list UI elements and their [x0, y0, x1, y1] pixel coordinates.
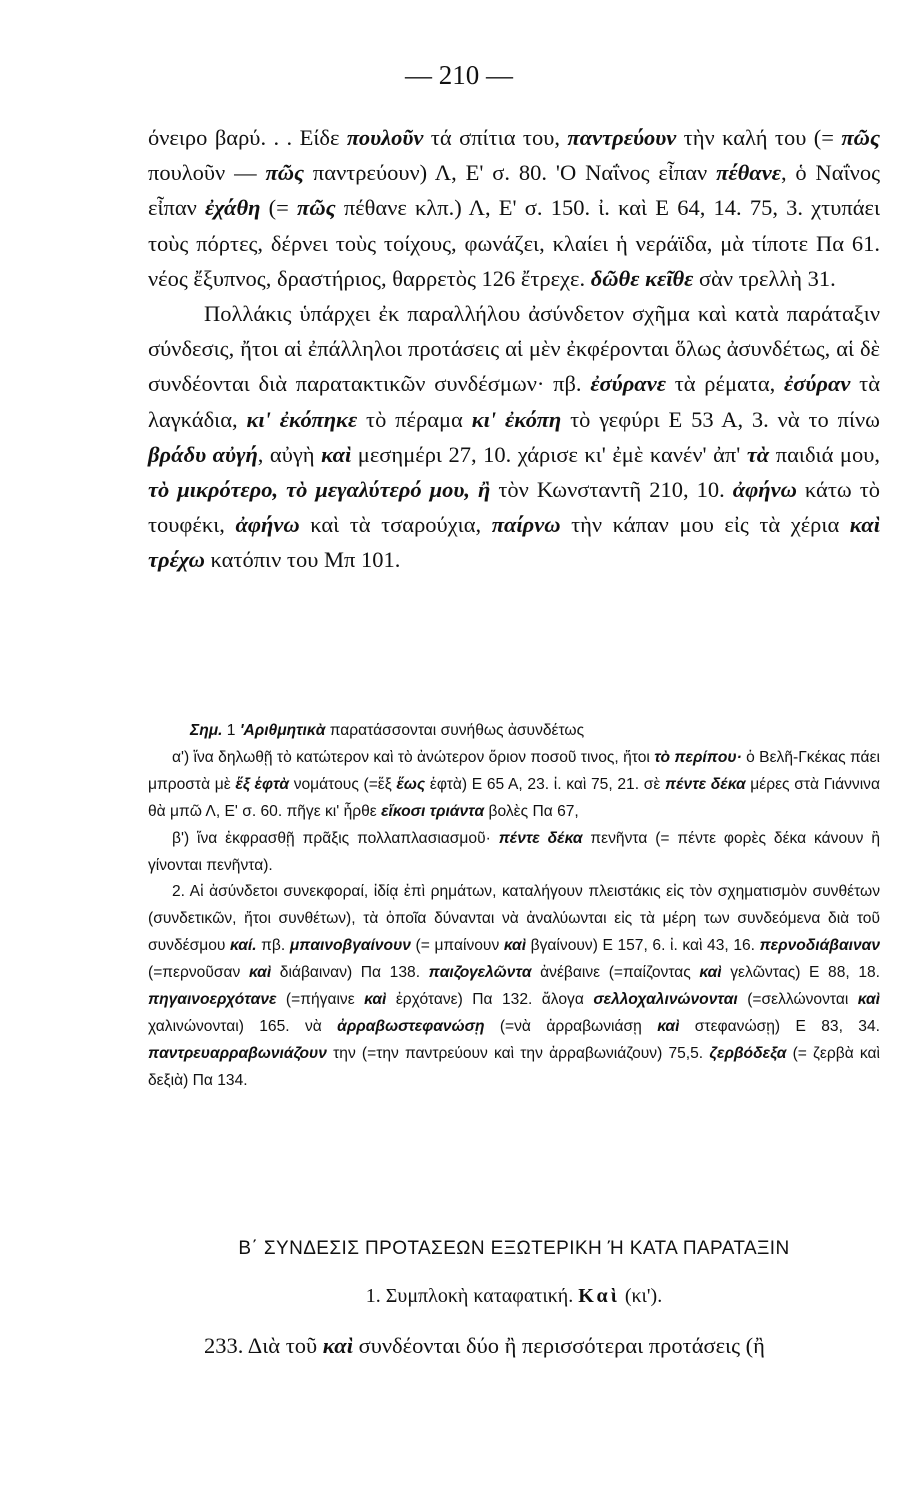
- text-run: παντρεύουν) Λ, Ε' σ. 80. 'Ο Ναΐνος εἶπαν: [304, 160, 717, 186]
- text-run: βγαίνουν) Ε 157, 6. ἰ. καὶ 43, 16.: [526, 937, 760, 955]
- text-run: 233. Διὰ τοῦ: [204, 1333, 323, 1358]
- emphasized-text: καὶ: [857, 991, 880, 1009]
- emphasized-text: καὶ: [364, 991, 387, 1009]
- emphasized-text: ἕως: [396, 775, 426, 793]
- page-number: — 210 —: [405, 60, 513, 90]
- text-run: (=: [260, 195, 298, 221]
- text-run: την (=την παντρεύουν καὶ την ἀρραβωνιάζουν) 75,5.: [326, 1044, 710, 1062]
- emphasized-text: καί.: [229, 937, 257, 955]
- emphasized-text: πηγαινοερχότανε: [148, 991, 277, 1009]
- text-run: μέρες στὰ Γιάννινα θὰ μπῶ Λ, Ε' σ. 60. πῆγε κι' ἦρθε: [148, 775, 880, 820]
- emphasized-text: πέντε δέκα: [498, 829, 583, 847]
- emphasized-text: ἐχάθη: [205, 195, 261, 221]
- section-heading: Β΄ ΣΥΝΔΕΣΙΣ ΠΡΟΤΑΣΕΩΝ ΕΞΩΤΕΡΙΚΗ Ή ΚΑΤΑ ΠΑΡΑΤΑΞΙΝ: [238, 1238, 790, 1259]
- text-run: συνδέονται δύο ἢ περισσότεραι προτάσεις (ἢ: [352, 1333, 765, 1358]
- emphasized-text: τὰ: [746, 441, 770, 467]
- text-run: τὸ πέραμα: [357, 406, 472, 432]
- emphasized-text: πουλοῦν: [346, 125, 424, 150]
- emphasized-text: καὶ τρέχω: [148, 512, 880, 573]
- text-run: τὸν Κωνσταντῆ 210, 10.: [490, 477, 733, 503]
- text-run: ἐρχότανε) Πα 132. ἄλογα: [386, 991, 594, 1009]
- emphasized-text: καὶ: [248, 964, 272, 982]
- emphasized-text: παντρευαρραβωνιάζουν: [148, 1044, 327, 1062]
- emphasized-text: Σημ.: [190, 722, 223, 739]
- emphasized-text: πέντε δέκα: [664, 775, 746, 793]
- emphasized-text: δῶθε κεῖθε: [590, 265, 694, 291]
- emphasized-text: τὸ μικρότερο, τὸ μεγαλύτερό μου, ἢ: [148, 477, 491, 503]
- subheading-suffix: (κι').: [619, 1285, 663, 1307]
- subheading-spaced: Καὶ: [578, 1285, 620, 1307]
- text-run: τὴν κάπαν μου εἰς τὰ χέρια: [560, 512, 850, 538]
- text-run: , ὁ Ναΐνος εἶπαν: [148, 160, 880, 221]
- emphasized-text: 'Αριθμητικὰ: [239, 722, 326, 739]
- emphasized-text: περνοδιάβαιναν: [759, 937, 880, 955]
- text-run: παρατάσσονται συνήθως ἀσυνδέτως: [325, 722, 585, 739]
- text-run: τά σπίτια του,: [423, 125, 568, 150]
- emphasized-text: παίρνω: [491, 512, 561, 538]
- text-run: 1: [222, 722, 240, 739]
- text-run: β') ἵνα ἐκφρασθῇ πρᾶξις πολλαπλασιασμοῦ·: [172, 829, 499, 847]
- emphasized-text: ἀφήνω: [732, 477, 797, 503]
- note-1a: [148, 745, 880, 826]
- emphasized-text: πέθανε: [716, 160, 781, 186]
- text-run: (= ζερβὰ καὶ δεξιὰ) Πα 134.: [148, 1044, 880, 1089]
- subsection-heading: [148, 1285, 880, 1308]
- text-run: τὰ λαγκάδια,: [148, 371, 880, 432]
- text-run: τὸ γεφύρι Ε 53 Α, 3. νὰ το πίνω: [561, 406, 880, 432]
- note-1b: [148, 826, 880, 880]
- text-run: πουλοῦν —: [148, 160, 266, 186]
- text-run: ἑφτὰ) Ε 65 Α, 23. ἰ. καὶ 75, 21. σὲ: [425, 775, 665, 793]
- emphasized-text: ἐσύρανε: [590, 371, 666, 397]
- subheading-prefix: 1. Συμπλοκὴ καταφατική.: [365, 1285, 579, 1307]
- text-run: τὰ ρέματα,: [665, 371, 784, 397]
- text-run: μεσημέρι 27, 10. χάρισε κι' ἐμὲ κανέν' ἀπ': [351, 441, 747, 467]
- text-run: ὁ Βελῆ-Γκέκας πάει μπροστὰ μὲ: [148, 748, 880, 793]
- text-run: (= μπαίνουν: [410, 937, 504, 955]
- text-run: (=περνοῦσαν: [148, 964, 249, 982]
- text-run: νομάτους (=ἕξ: [289, 775, 397, 793]
- emphasized-text: ἀφήνω: [235, 512, 300, 538]
- emphasized-text: ζερβόδεξα: [709, 1044, 787, 1062]
- text-run: διάβαιναν) Πα 138.: [271, 964, 429, 982]
- main-text: [148, 120, 880, 578]
- text-run: Πολλάκις ὑπάρχει ἐκ παραλλήλου ἀσύνδετον σχῆμα καὶ κατὰ παράταξιν σύνδεσις, ἤτοι αἱ ἐπάλληλοι προτάσεις αἱ μὲν ἐκφέρονται ὅλως ἀσυνδέτως, αἱ δὲ συνδέονται διὰ παρατακτικῶν συνδέσμων· πβ.: [148, 301, 880, 397]
- emphasized-text: παντρεύουν: [567, 125, 677, 150]
- note-1: [148, 718, 880, 745]
- emphasized-text: βράδυ αὐγή: [148, 441, 258, 467]
- text-run: ἀνέβαινε (=παίζοντας: [531, 964, 700, 982]
- notes-block: [148, 718, 880, 1095]
- emphasized-text: κι' ἐκόπηκε: [246, 406, 358, 432]
- emphasized-text: ἀρραβωστεφανώσῃ: [337, 1017, 485, 1035]
- paragraph-233: [148, 1328, 880, 1363]
- text-run: πενῆντα (= πέντε φορὲς δέκα κάνουν ἢ γίνονται πενῆντα).: [148, 829, 881, 874]
- emphasized-text: εἴκοσι τριάντα: [381, 802, 485, 820]
- text-run: χαλινώνονται) 165. νὰ: [148, 1017, 338, 1035]
- emphasized-text: καὶ: [657, 1017, 680, 1035]
- text-run: (=σελλώνονται: [737, 991, 858, 1009]
- emphasized-text: κι' ἐκόπη: [471, 406, 562, 432]
- emphasized-text: τὸ περίπου·: [654, 748, 742, 766]
- text-run: α') ἵνα δηλωθῇ τὸ κατώτερον καὶ τὸ ἀνώτερον ὅριον ποσοῦ τινος, ἤτοι: [172, 748, 655, 766]
- emphasized-text: ἐσύραν: [784, 371, 851, 397]
- emphasized-text: καὶ: [503, 937, 527, 955]
- emphasized-text: ἕξ ἑφτὰ: [235, 775, 290, 793]
- note-2: [148, 879, 880, 1094]
- text-run: 2. Αἱ ἀσύνδετοι συνεκφοραί, ἰδίᾳ ἐπὶ ρημάτων, καταλήγουν πλειστάκις εἰς τὸν σχηματισμὸν συνθέτων (συνδετικῶν, ἤτοι συνθέτων), τὰ ὁποῖα δύνανται νὰ ἀναλύωνται εἰς τὰ μέρη των συνδεόμενα διὰ τοῦ συνδέσμου: [148, 883, 880, 955]
- emphasized-text: μπαινοβγαίνουν: [289, 937, 411, 955]
- text-run: καὶ τὰ τσαρούχια,: [299, 512, 492, 538]
- text-run: γελῶντας) Ε 88, 18.: [721, 964, 881, 982]
- emphasized-text: καὶ: [699, 964, 722, 982]
- emphasized-text: πῶς: [841, 125, 880, 150]
- paragraph-2: [148, 296, 880, 578]
- text-run: , αὐγὴ: [257, 441, 322, 467]
- emphasized-text: σελλοχαλινώνονται: [593, 991, 738, 1009]
- emphasized-text: καὶ: [322, 1333, 353, 1358]
- emphasized-text: πῶς: [297, 195, 336, 221]
- emphasized-text: πῶς: [265, 160, 305, 186]
- text-run: τὴν καλή του (=: [676, 125, 842, 150]
- text-run: κάτω τὸ τουφέκι,: [148, 477, 880, 538]
- text-run: πβ.: [256, 937, 290, 955]
- text-run: (=νὰ ἀρραβωνιάσῃ: [484, 1017, 658, 1035]
- text-run: βολὲς Πα 67,: [484, 802, 579, 820]
- paragraph-1: [148, 120, 880, 296]
- text-run: στεφανώσῃ) Ε 83, 34.: [679, 1017, 880, 1035]
- text-run: όνειρο βαρύ. . . Είδε: [148, 125, 347, 150]
- emphasized-text: παιζογελῶντα: [428, 964, 532, 982]
- text-run: κατόπιν του Μπ 101.: [204, 547, 401, 573]
- text-run: σὰν τρελλὴ 31.: [693, 265, 836, 291]
- text-run: (=πήγαινε: [276, 991, 365, 1009]
- text-run: πέθανε κλπ.) Λ, Ε' σ. 150. ἰ. καὶ Ε 64, 14. 75, 3. χτυπάει τοὺς πόρτες, δέρνει τοὺς τοίχους, φωνάζει, κλαίει ἡ νεράϊδα, μὰ τίποτε Πα 61. νέος ἔξυπνος, δραστήριος, θαρρετὸς 126 ἔτρεχε.: [148, 195, 880, 291]
- emphasized-text: καὶ: [321, 441, 352, 467]
- text-run: παιδιά μου,: [769, 441, 880, 467]
